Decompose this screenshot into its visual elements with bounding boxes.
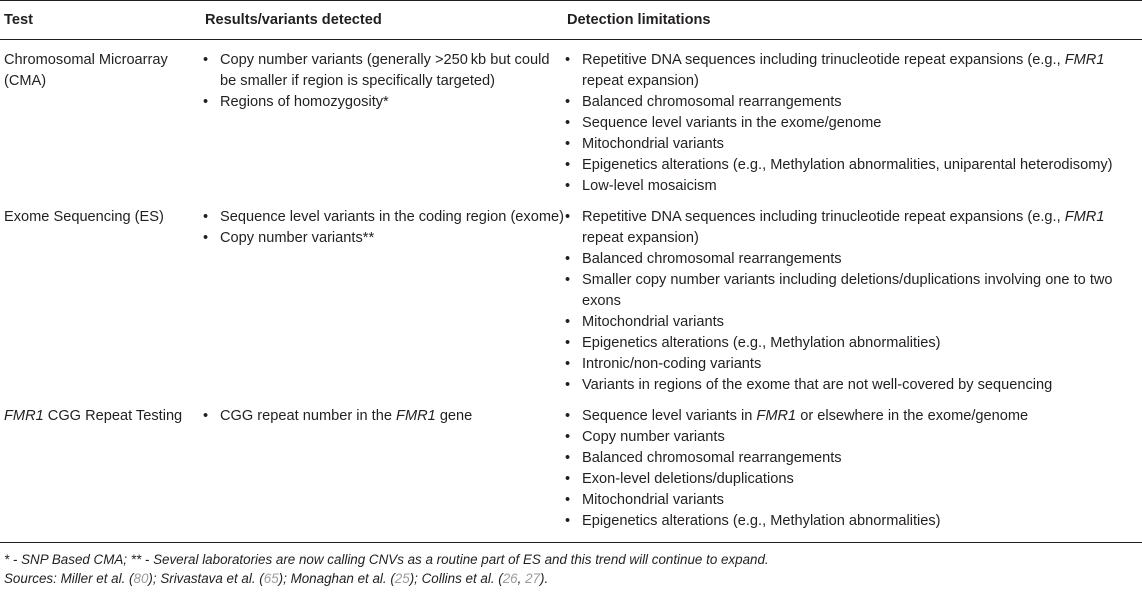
results-cell (203, 399, 565, 543)
header-test: Test (0, 1, 203, 40)
source-citation: Miller et al. ( (60, 571, 134, 586)
gene-name: FMR1 (1064, 52, 1105, 68)
table-row (0, 399, 1142, 543)
gene-name: FMR1 (756, 408, 797, 424)
list-item: • Sequence level variants in FMR1 or elsewhere in the exome/genome (565, 406, 1142, 427)
bullet-list (203, 50, 565, 113)
citation-punctuation: ); (278, 571, 291, 586)
citation-punctuation: ). (540, 571, 549, 586)
list-item: • Intronic/non-coding variants (565, 354, 1142, 375)
reference-link[interactable]: 65 (263, 571, 279, 586)
limitations-cell (565, 200, 1142, 399)
list-item: • Variants in regions of the exome that are not well-covered by sequencing (565, 375, 1142, 396)
list-item: • Low-level mosaicism (565, 176, 1142, 197)
bullet-list (565, 406, 1142, 532)
header-row (0, 1, 1142, 40)
citation-punctuation: ); (409, 571, 422, 586)
source-citation: Monaghan et al. ( (290, 571, 395, 586)
source-citation: Collins et al. ( (421, 571, 503, 586)
limitations-cell (565, 40, 1142, 201)
limitations-cell (565, 399, 1142, 543)
reference-link[interactable]: 25 (394, 571, 410, 586)
list-item: • Epigenetics alterations (e.g., Methylation abnormalities) (565, 333, 1142, 354)
bullet-list (203, 207, 565, 249)
header-results: Results/variants detected (203, 1, 565, 40)
sources-label: Sources: (4, 571, 61, 586)
list-item: • Mitochondrial variants (565, 490, 1142, 511)
list-item: • Smaller copy number variants including deletions/duplications involving one to two exons (565, 270, 1142, 312)
test-name-cell: Chromosomal Microarray (CMA) (4, 52, 168, 89)
list-item: • Copy number variants (565, 427, 1142, 448)
reference-link[interactable]: 27 (525, 571, 540, 586)
citation-punctuation: , (517, 571, 526, 586)
list-item: • Sequence level variants in the coding region (exome) (203, 207, 565, 228)
reference-link[interactable]: 26 (502, 571, 518, 586)
list-item: • Repetitive DNA sequences including trinucleotide repeat expansions (e.g., FMR1 repeat expansion) (565, 207, 1142, 249)
results-cell (203, 40, 565, 201)
header-limitations: Detection limitations (565, 1, 1142, 40)
citation-punctuation: ); (148, 571, 161, 586)
test-name-cell: Exome Sequencing (ES) (4, 209, 164, 225)
list-item: • Mitochondrial variants (565, 312, 1142, 333)
footnote-note: * - SNP Based CMA; ** - Several laboratories are now calling CNVs as a routine part of ES and this trend will continue to expand. (4, 552, 769, 567)
list-item: • Balanced chromosomal rearrangements (565, 448, 1142, 469)
list-item: • Epigenetics alterations (e.g., Methylation abnormalities, uniparental heterodisomy) (565, 155, 1142, 176)
gene-name: FMR1 (1064, 209, 1105, 225)
reference-link[interactable]: 80 (133, 571, 149, 586)
bullet-list (565, 207, 1142, 396)
footnote-sources (4, 569, 548, 588)
list-item: • Copy number variants (generally >250 kb but could be smaller if region is specifically targeted) (203, 50, 565, 92)
source-citation: Srivastava et al. ( (160, 571, 264, 586)
table-row (0, 40, 1142, 201)
list-item: • CGG repeat number in the FMR1 gene (203, 406, 565, 427)
list-item: • Copy number variants** (203, 228, 565, 249)
table-body (0, 40, 1142, 543)
results-cell (203, 200, 565, 399)
table-row (0, 200, 1142, 399)
list-item: • Sequence level variants in the exome/genome (565, 113, 1142, 134)
list-item: • Balanced chromosomal rearrangements (565, 92, 1142, 113)
bullet-list (565, 50, 1142, 197)
list-item: • Repetitive DNA sequences including trinucleotide repeat expansions (e.g., FMR1 repeat expansion) (565, 50, 1142, 92)
list-item: • Balanced chromosomal rearrangements (565, 249, 1142, 270)
list-item: • Epigenetics alterations (e.g., Methylation abnormalities) (565, 511, 1142, 532)
test-name-cell: FMR1 CGG Repeat Testing (0, 399, 203, 543)
list-item: • Exon-level deletions/duplications (565, 469, 1142, 490)
gene-name: FMR1 (396, 408, 436, 424)
gene-name: FMR1 (4, 408, 44, 424)
bullet-list (203, 406, 565, 427)
list-item: • Mitochondrial variants (565, 134, 1142, 155)
list-item: • Regions of homozygosity* (203, 92, 565, 113)
